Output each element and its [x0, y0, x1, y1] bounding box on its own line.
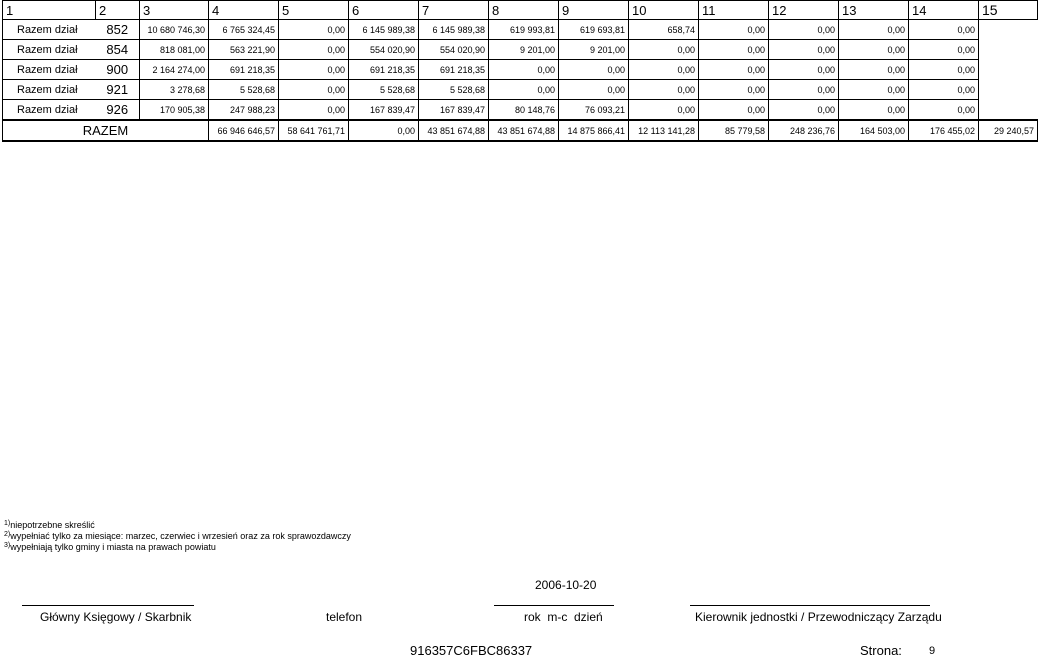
value-cell: 554 020,90	[419, 40, 489, 60]
value-cell: 3 278,68	[140, 80, 209, 100]
value-cell: 658,74	[629, 20, 699, 40]
table-row	[3, 20, 1038, 40]
value-cell: 0,00	[909, 40, 979, 60]
value-cell: 0,00	[279, 100, 349, 121]
value-cell: 691 218,35	[349, 60, 419, 80]
header-cell: 10	[629, 1, 699, 20]
value-cell: 554 020,90	[349, 40, 419, 60]
table-row	[3, 60, 1038, 80]
value-cell: 0,00	[489, 60, 559, 80]
value-cell: 29 240,57	[979, 120, 1038, 141]
value-cell: 176 455,02	[909, 120, 979, 141]
value-cell: 0,00	[699, 80, 769, 100]
value-cell: 0,00	[349, 120, 419, 141]
value-cell: 691 218,35	[209, 60, 279, 80]
header-cell: 7	[419, 1, 489, 20]
value-cell: 247 988,23	[209, 100, 279, 121]
value-cell: 0,00	[699, 60, 769, 80]
footnote: $^{1)}$niepotrzebne skreślić	[4, 520, 95, 530]
header-cell: 6	[349, 1, 419, 20]
total-label: RAZEM	[3, 120, 209, 141]
value-cell: 85 779,58	[699, 120, 769, 141]
value-cell: 0,00	[769, 60, 839, 80]
value-cell: 43 851 674,88	[489, 120, 559, 141]
report-table	[2, 0, 1038, 142]
value-cell: 0,00	[839, 60, 909, 80]
value-cell: 0,00	[279, 20, 349, 40]
value-cell: 0,00	[839, 100, 909, 121]
total-row	[3, 120, 1038, 141]
section-code: 854	[96, 40, 140, 60]
value-cell: 76 093,21	[559, 100, 629, 121]
value-cell: 0,00	[629, 80, 699, 100]
value-cell: 563 221,90	[209, 40, 279, 60]
value-cell: 0,00	[839, 20, 909, 40]
value-cell: 0,00	[279, 40, 349, 60]
header-row	[3, 1, 1038, 20]
value-cell: 691 218,35	[419, 60, 489, 80]
value-cell: 6 145 989,38	[419, 20, 489, 40]
header-cell: 3	[140, 1, 209, 20]
value-cell: 66 946 646,57	[209, 120, 279, 141]
value-cell: 0,00	[629, 60, 699, 80]
value-cell: 0,00	[279, 60, 349, 80]
value-cell: 0,00	[699, 20, 769, 40]
value-cell: 9 201,00	[559, 40, 629, 60]
row-label: Razem dział	[3, 60, 96, 80]
footnotes	[4, 519, 351, 552]
value-cell: 9 201,00	[489, 40, 559, 60]
value-cell: 0,00	[909, 80, 979, 100]
signature-line	[494, 605, 614, 606]
value-cell: 0,00	[629, 40, 699, 60]
table-row	[3, 80, 1038, 100]
phone-label: telefon	[326, 610, 363, 624]
table-row	[3, 100, 1038, 121]
report-date: 2006-10-20	[535, 578, 597, 592]
signature-line	[22, 605, 194, 606]
signature-line	[690, 605, 930, 606]
header-cell: 15	[979, 1, 1038, 20]
value-cell: 5 528,68	[209, 80, 279, 100]
value-cell: 0,00	[279, 80, 349, 100]
row-label: Razem dział	[3, 80, 96, 100]
value-cell: 43 851 674,88	[419, 120, 489, 141]
value-cell: 164 503,00	[839, 120, 909, 141]
table-row	[3, 40, 1038, 60]
value-cell: 167 839,47	[349, 100, 419, 121]
section-code: 852	[96, 20, 140, 40]
value-cell: 0,00	[769, 20, 839, 40]
value-cell: 5 528,68	[349, 80, 419, 100]
value-cell: 12 113 141,28	[629, 120, 699, 141]
header-cell: 5	[279, 1, 349, 20]
page-number: 9	[929, 645, 936, 657]
row-label: Razem dział	[3, 40, 96, 60]
value-cell: 0,00	[839, 80, 909, 100]
value-cell: 0,00	[629, 100, 699, 121]
head-label: Kierownik jednostki / Przewodniczący Zarządu	[695, 610, 942, 624]
value-cell: 80 148,76	[489, 100, 559, 121]
value-cell: 0,00	[699, 40, 769, 60]
value-cell: 0,00	[909, 60, 979, 80]
value-cell: 2 164 274,00	[140, 60, 209, 80]
section-code: 921	[96, 80, 140, 100]
header-cell: 9	[559, 1, 629, 20]
section-code: 900	[96, 60, 140, 80]
value-cell: 0,00	[909, 20, 979, 40]
value-cell: 0,00	[489, 80, 559, 100]
header-cell: 8	[489, 1, 559, 20]
value-cell: 0,00	[699, 100, 769, 121]
header-cell: 11	[699, 1, 769, 20]
header-cell: 1	[3, 1, 96, 20]
value-cell: 5 528,68	[419, 80, 489, 100]
footnote: $^{2)}$wypełniać tylko za miesiące: marzec, czerwiec i wrzesień oraz za rok sprawozdawczy	[4, 531, 351, 541]
header-cell: 13	[839, 1, 909, 20]
value-cell: 6 145 989,38	[349, 20, 419, 40]
value-cell: 14 875 866,41	[559, 120, 629, 141]
value-cell: 10 680 746,30	[140, 20, 209, 40]
chief-accountant-label: Główny Księgowy / Skarbnik	[40, 610, 192, 624]
page-label: Strona:	[860, 643, 902, 658]
date-label: rok m-c dzień	[524, 610, 603, 624]
header-cell: 12	[769, 1, 839, 20]
footnote: $^{3)}$wypełniają tylko gminy i miasta na prawach powiatu	[4, 542, 216, 552]
value-cell: 6 765 324,45	[209, 20, 279, 40]
value-cell: 619 693,81	[559, 20, 629, 40]
header-cell: 2	[96, 1, 140, 20]
header-cell: 4	[209, 1, 279, 20]
value-cell: 167 839,47	[419, 100, 489, 121]
value-cell: 0,00	[839, 40, 909, 60]
section-code: 926	[96, 100, 140, 121]
value-cell: 0,00	[769, 40, 839, 60]
value-cell: 818 081,00	[140, 40, 209, 60]
value-cell: 0,00	[909, 100, 979, 121]
value-cell: 619 993,81	[489, 20, 559, 40]
header-cell: 14	[909, 1, 979, 20]
document-code: 916357C6FBC86337	[410, 643, 533, 658]
value-cell: 170 905,38	[140, 100, 209, 121]
value-cell: 0,00	[769, 80, 839, 100]
value-cell: 0,00	[559, 80, 629, 100]
value-cell: 0,00	[559, 60, 629, 80]
row-label: Razem dział	[3, 100, 96, 121]
value-cell: 58 641 761,71	[279, 120, 349, 141]
value-cell: 248 236,76	[769, 120, 839, 141]
value-cell: 0,00	[769, 100, 839, 121]
row-label: Razem dział	[3, 20, 96, 40]
